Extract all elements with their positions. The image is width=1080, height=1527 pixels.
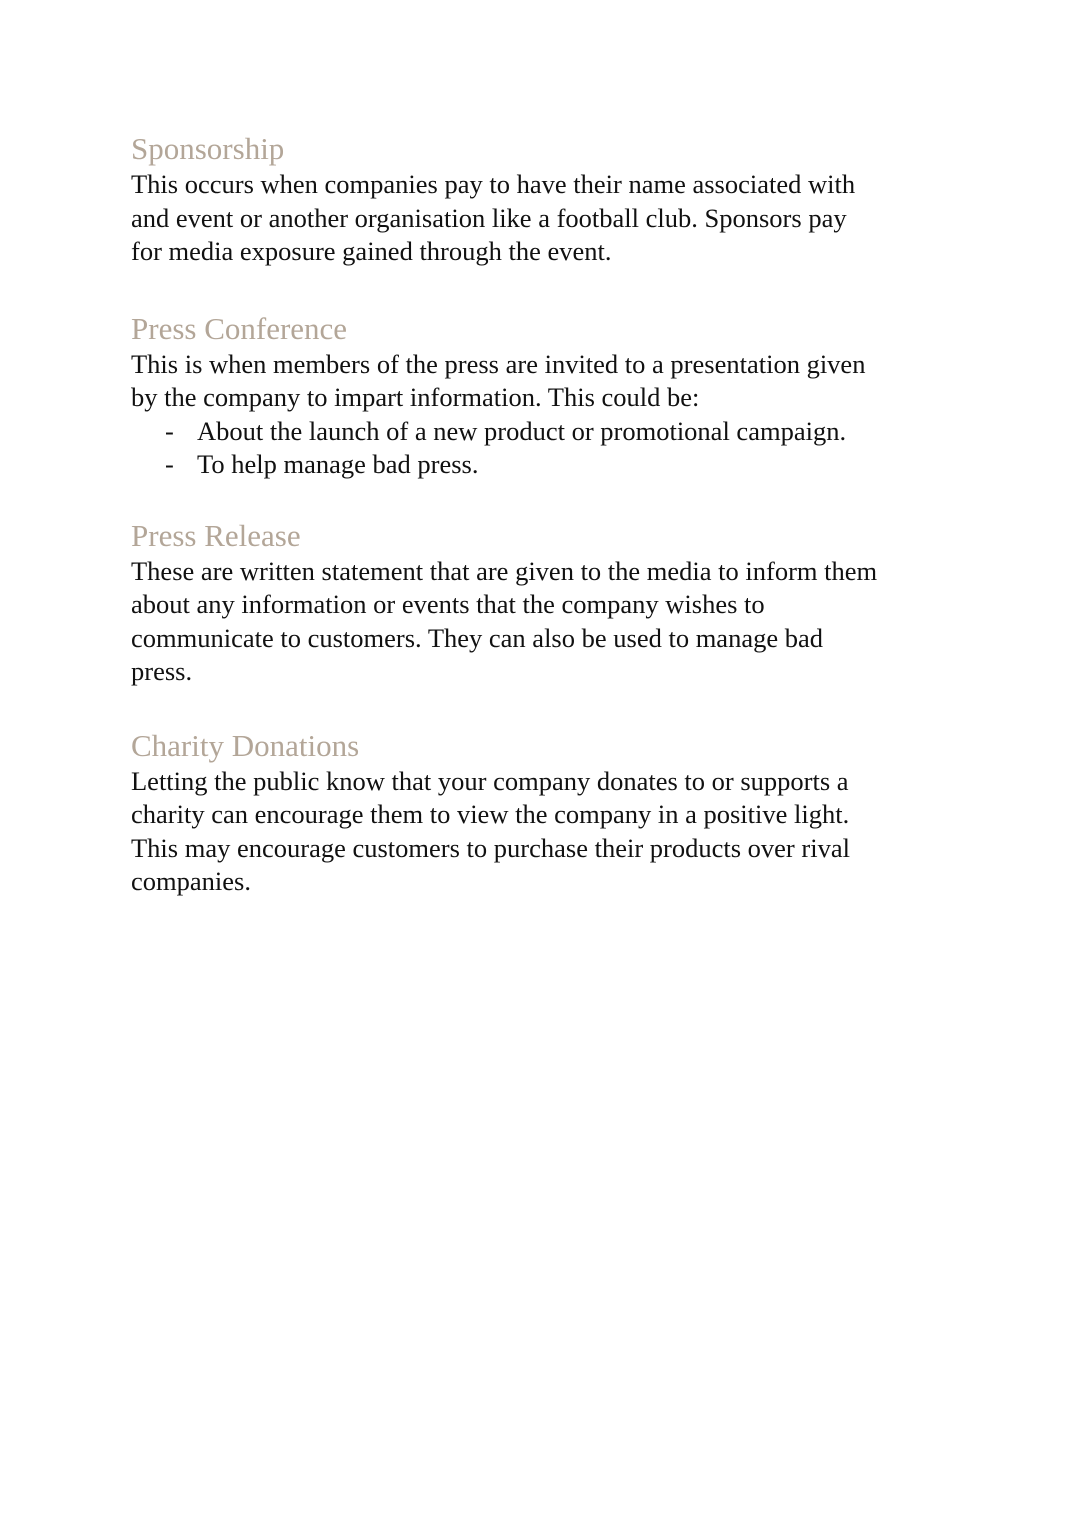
body-line: This is when members of the press are invited to a presentation given bbox=[131, 348, 866, 379]
body-line: These are written statement that are given to the media to inform them bbox=[131, 555, 878, 586]
section-heading: Press Conference bbox=[131, 310, 348, 346]
section-sponsorship bbox=[131, 130, 971, 269]
body-line: companies. bbox=[131, 866, 251, 896]
list-item-text: To help manage bad press. bbox=[197, 449, 479, 479]
list-item bbox=[131, 448, 971, 482]
body-line: charity can encourage them to view the company in a positive light. bbox=[131, 799, 850, 829]
body-line: Letting the public know that your company donates to or supports a bbox=[131, 765, 849, 796]
body-line: This may encourage customers to purchase their products over rival bbox=[131, 832, 850, 863]
list-item-text: About the launch of a new product or promotional campaign. bbox=[197, 415, 847, 446]
body-line: by the company to impart information. This could be: bbox=[131, 382, 700, 412]
body-line: for media exposure gained through the event. bbox=[131, 236, 612, 266]
bullet-list bbox=[131, 415, 971, 482]
body-line: about any information or events that the company wishes to bbox=[131, 589, 765, 619]
section-body bbox=[131, 348, 971, 415]
section-body bbox=[131, 555, 971, 689]
section-heading: Press Release bbox=[131, 517, 301, 553]
section-body bbox=[131, 765, 971, 899]
list-item bbox=[131, 415, 971, 449]
section-charity-donations bbox=[131, 727, 971, 899]
section-press-release bbox=[131, 517, 971, 689]
body-line: press. bbox=[131, 656, 193, 686]
section-heading: Sponsorship bbox=[131, 131, 285, 166]
body-line: This occurs when companies pay to have their name associated with bbox=[131, 169, 856, 199]
document-page bbox=[131, 130, 971, 899]
bullet-marker: - bbox=[165, 449, 174, 479]
section-body bbox=[131, 168, 971, 269]
body-line: communicate to customers. They can also be used to manage bad bbox=[131, 622, 823, 653]
body-line: and event or another organisation like a football club. Sponsors pay bbox=[131, 202, 847, 233]
bullet-marker: - bbox=[165, 415, 174, 446]
section-heading: Charity Donations bbox=[131, 727, 360, 763]
section-press-conference bbox=[131, 310, 971, 482]
